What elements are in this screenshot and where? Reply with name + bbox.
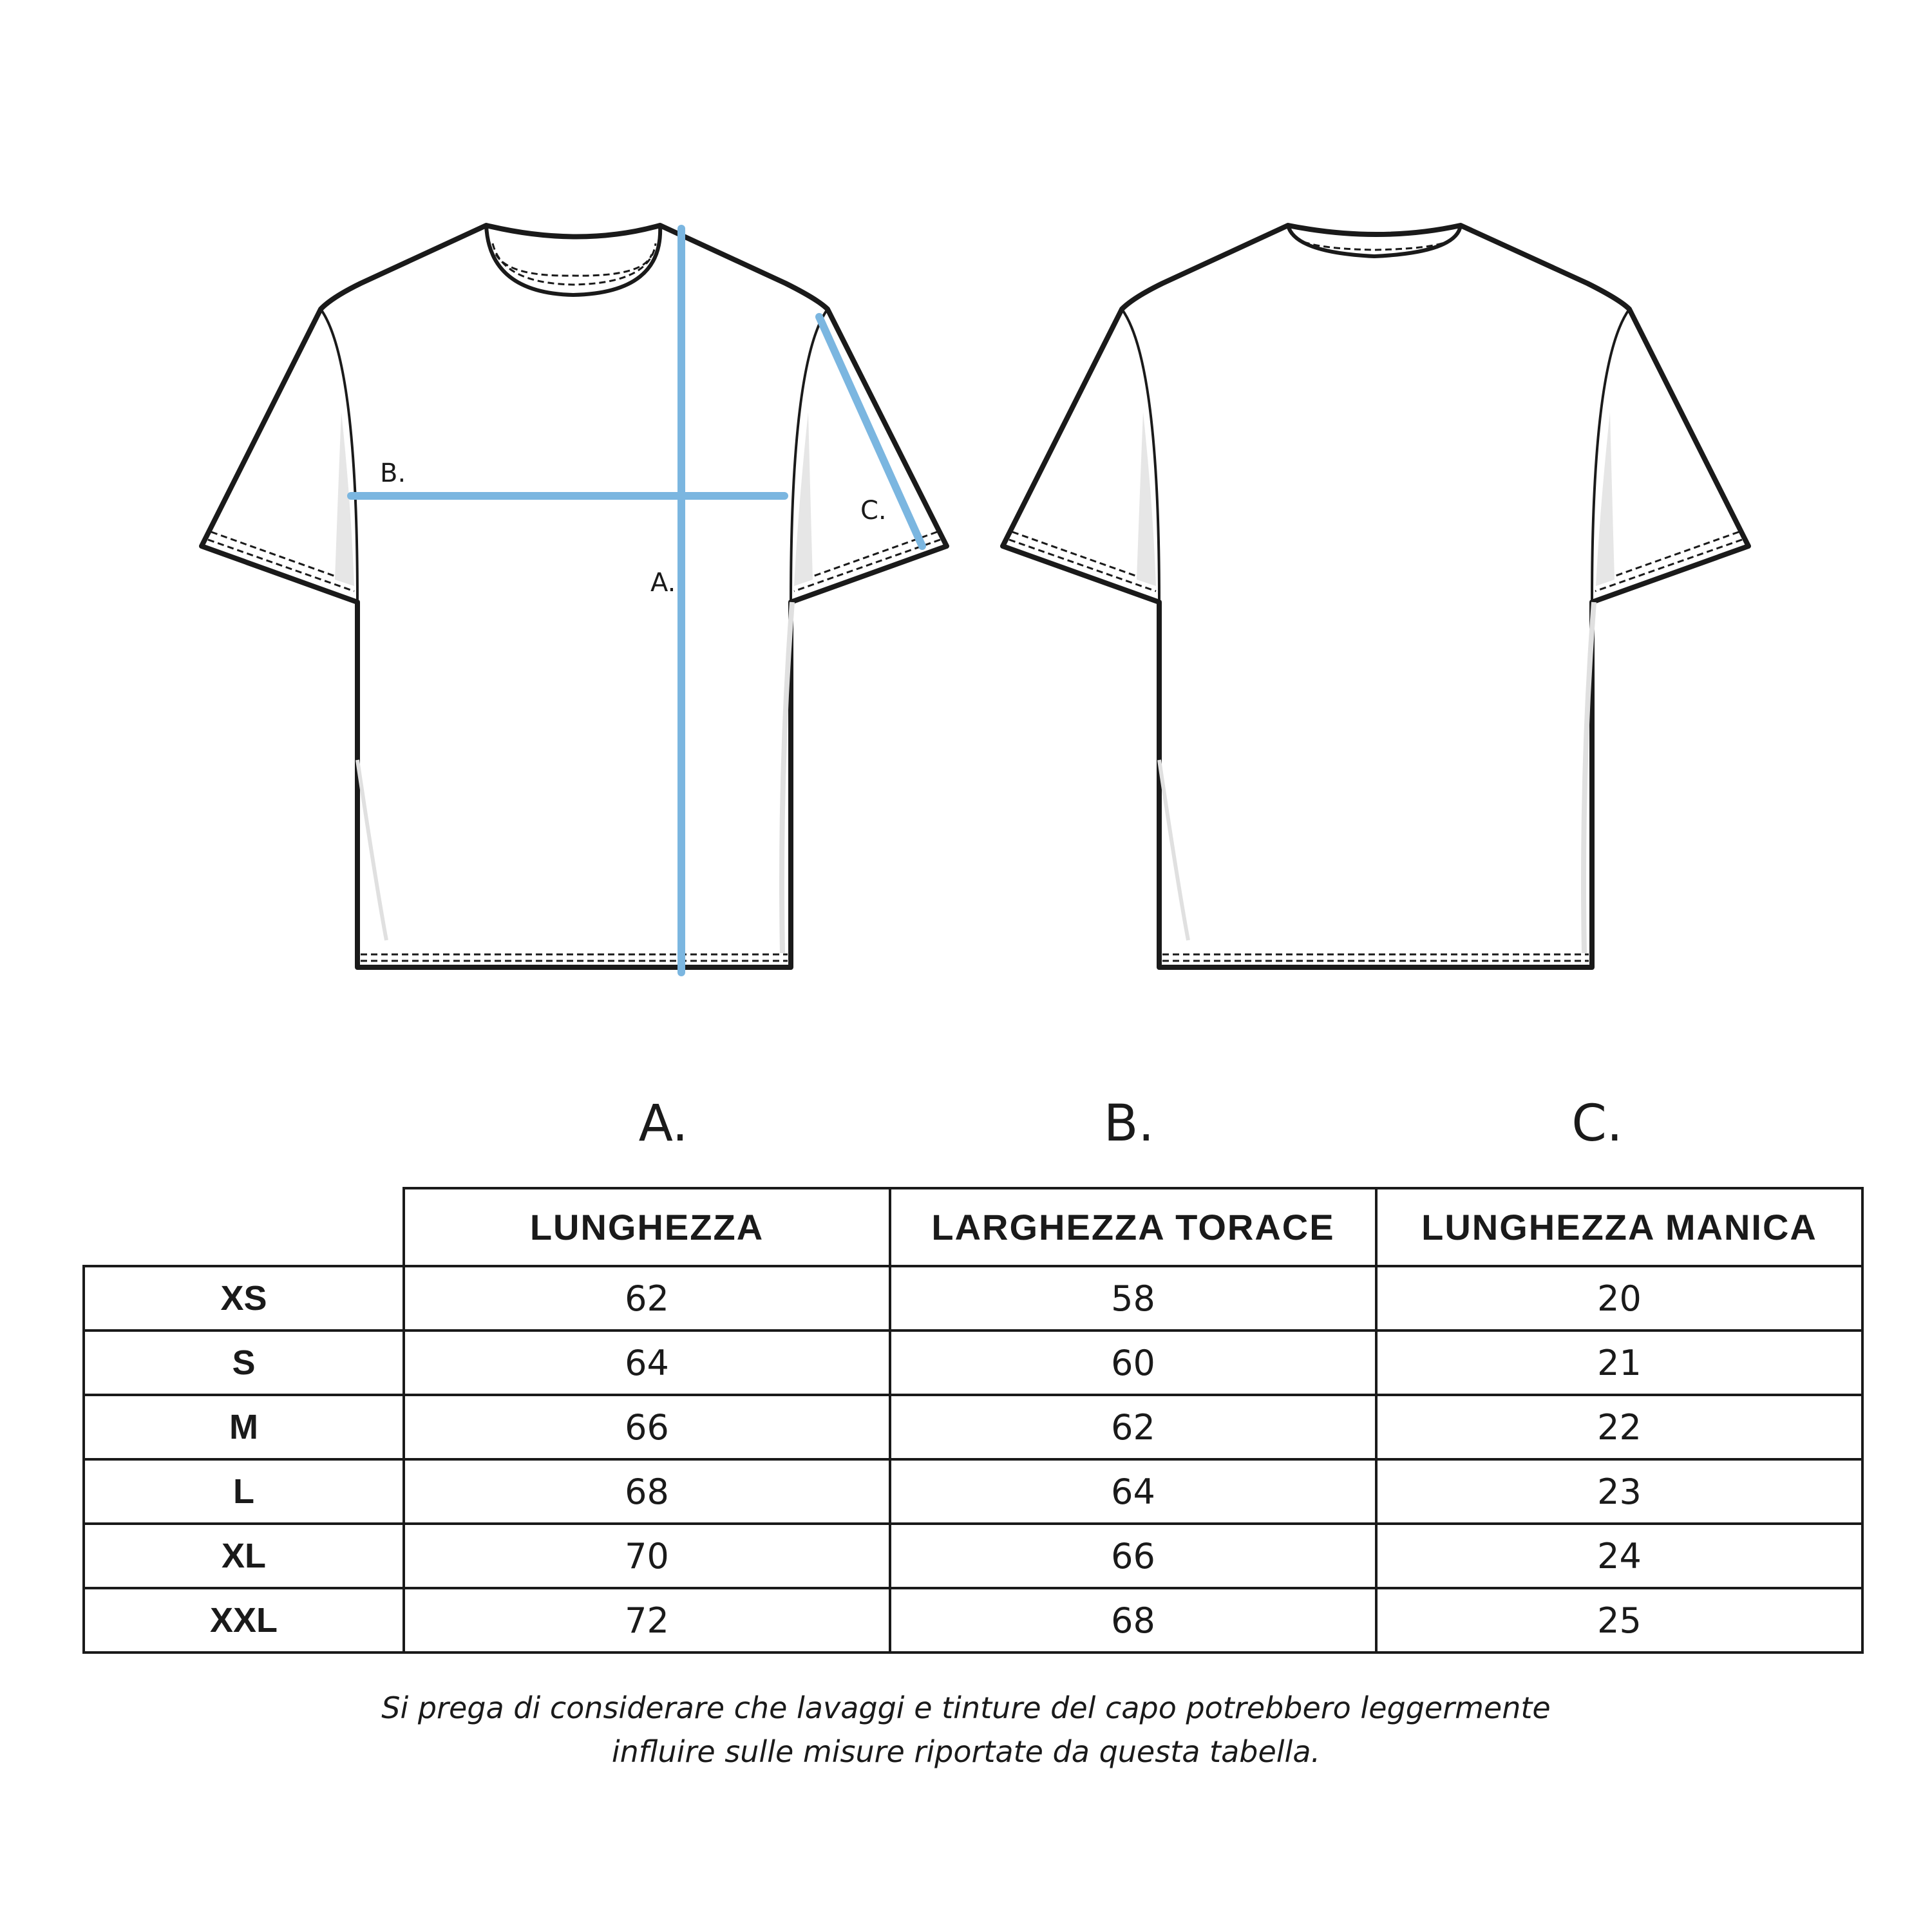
cell-lunghezza-manica: 22 — [1376, 1395, 1862, 1459]
disclaimer-line-2: influire sulle misure riportate da questa tabella. — [611, 1734, 1321, 1769]
cell-larghezza-torace: 66 — [890, 1524, 1376, 1588]
disclaimer-line-1: Si prega di considerare che lavaggi e tinture del capo potrebbero leggermente — [381, 1690, 1551, 1725]
cell-lunghezza: 70 — [404, 1524, 890, 1588]
size-label: XXL — [84, 1588, 404, 1653]
cell-larghezza-torace: 58 — [890, 1266, 1376, 1331]
size-label: L — [84, 1459, 404, 1524]
cell-lunghezza: 68 — [404, 1459, 890, 1524]
cell-lunghezza-manica: 21 — [1376, 1331, 1862, 1395]
cell-lunghezza-manica: 24 — [1376, 1524, 1862, 1588]
table-row — [84, 1459, 1862, 1524]
cell-lunghezza-manica: 23 — [1376, 1459, 1862, 1524]
cell-larghezza-torace: 64 — [890, 1459, 1376, 1524]
header-lunghezza-manica: LUNGHEZZA MANICA — [1376, 1188, 1862, 1266]
header-lunghezza: LUNGHEZZA — [404, 1188, 890, 1266]
cell-larghezza-torace: 62 — [890, 1395, 1376, 1459]
table-row — [84, 1395, 1862, 1459]
cell-larghezza-torace: 60 — [890, 1331, 1376, 1395]
diagram-label-c: C. — [860, 496, 887, 526]
size-table — [82, 1187, 1864, 1654]
disclaimer-note — [0, 1686, 1932, 1774]
column-letter-a: A. — [638, 1095, 688, 1153]
diagram-label-a: A. — [650, 568, 676, 598]
table-row — [84, 1524, 1862, 1588]
size-label: M — [84, 1395, 404, 1459]
table-corner — [84, 1188, 404, 1266]
tshirt-back — [1003, 225, 1748, 967]
size-label: XL — [84, 1524, 404, 1588]
table-row — [84, 1331, 1862, 1395]
cell-lunghezza-manica: 20 — [1376, 1266, 1862, 1331]
table-row — [84, 1588, 1862, 1653]
cell-lunghezza-manica: 25 — [1376, 1588, 1862, 1653]
table-row — [84, 1266, 1862, 1331]
column-letter-b: B. — [1103, 1095, 1155, 1153]
cell-lunghezza: 62 — [404, 1266, 890, 1331]
size-label: XS — [84, 1266, 404, 1331]
header-larghezza-torace: LARGHEZZA TORACE — [890, 1188, 1376, 1266]
column-letter-c: C. — [1571, 1095, 1623, 1153]
cell-lunghezza: 64 — [404, 1331, 890, 1395]
tshirt-front — [202, 225, 947, 967]
cell-lunghezza: 66 — [404, 1395, 890, 1459]
cell-lunghezza: 72 — [404, 1588, 890, 1653]
diagram-label-b: B. — [380, 459, 406, 488]
cell-larghezza-torace: 68 — [890, 1588, 1376, 1653]
table-header-row — [84, 1188, 1862, 1266]
size-label: S — [84, 1331, 404, 1395]
